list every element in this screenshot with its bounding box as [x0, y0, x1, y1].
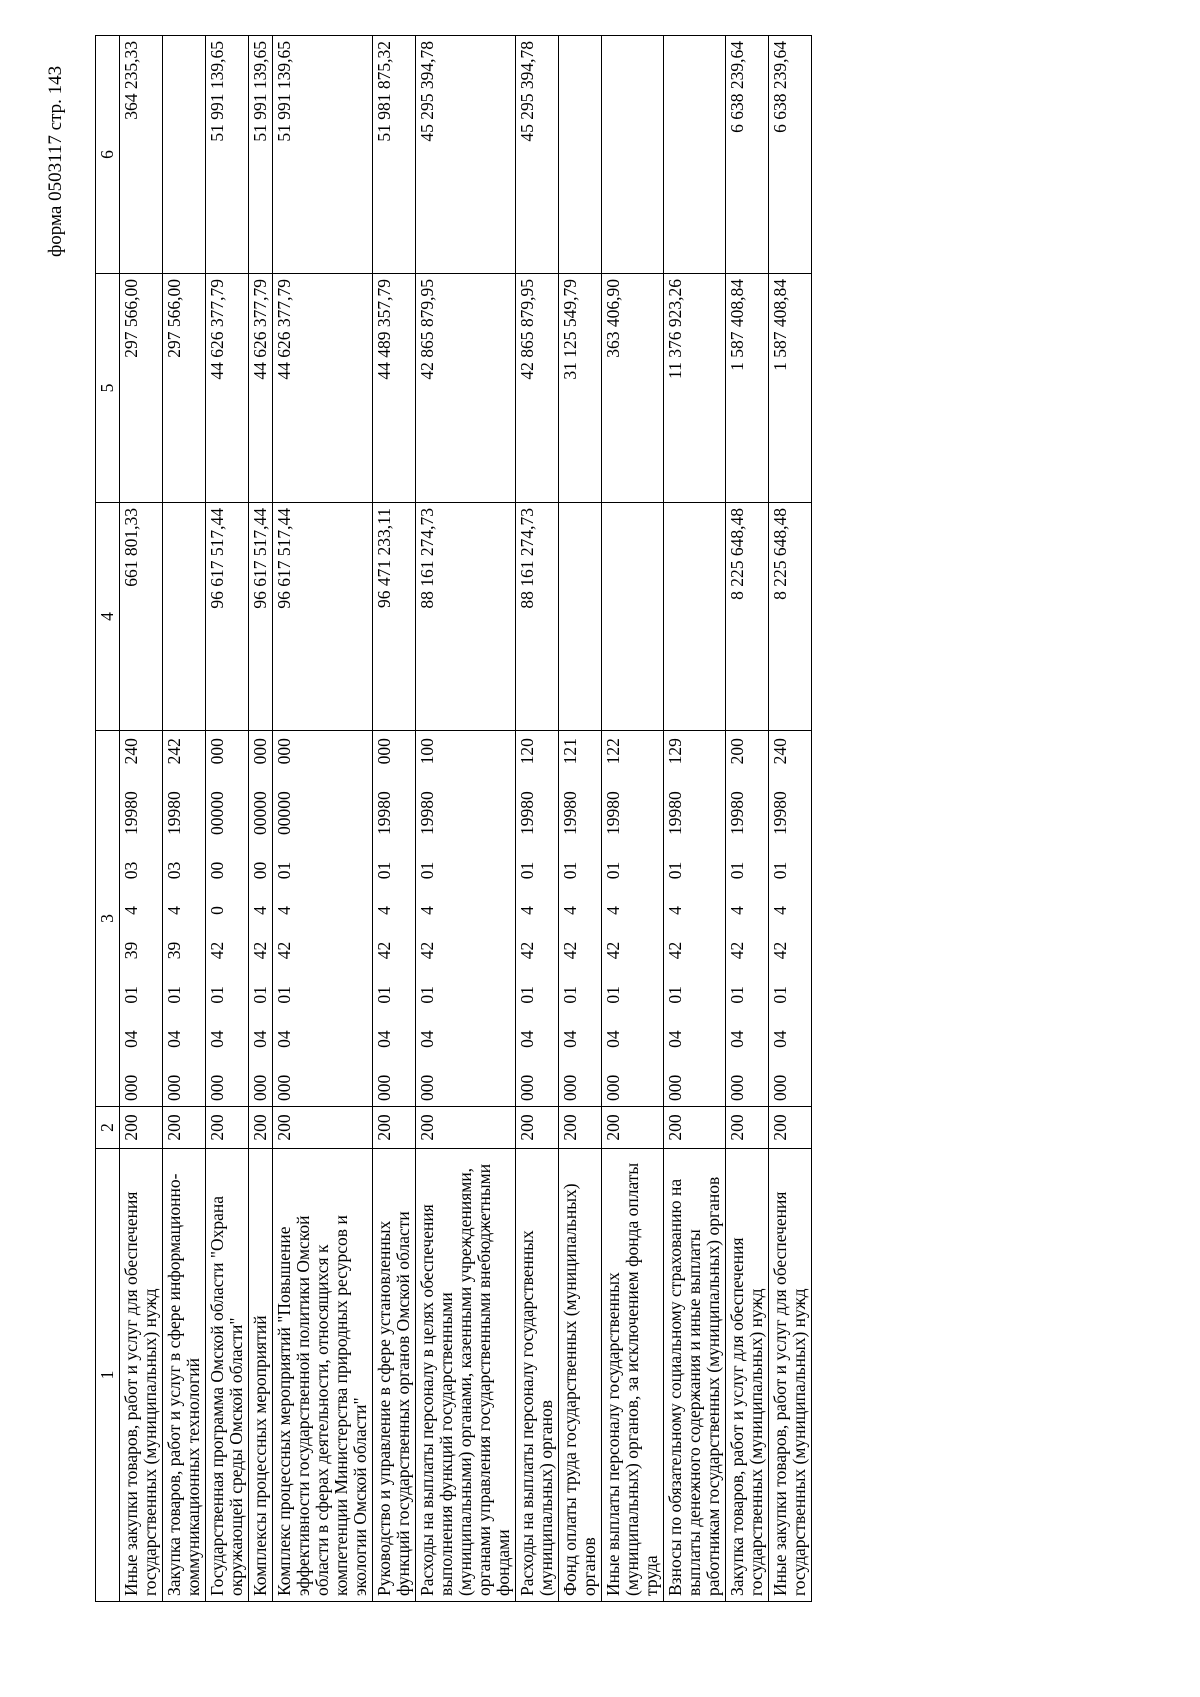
- kbk-code: [208, 736, 227, 1101]
- row-name-cell: Расходы на выплаты персоналу государственных (муниципальных) органов: [516, 1149, 559, 1602]
- kbk-code-part: 000: [727, 1074, 747, 1101]
- row-executed-cell: 44 626 377,79: [273, 274, 373, 503]
- row-unexecuted-cell: 364 235,33: [120, 36, 163, 274]
- table-row: [664, 36, 726, 1602]
- kbk-code-part: 000: [517, 1074, 537, 1101]
- kbk-code: [604, 736, 623, 1101]
- header-cell-3: 3: [96, 731, 120, 1107]
- row-executed-cell: 42 865 879,95: [516, 274, 559, 503]
- kbk-code-part: 000: [250, 738, 270, 765]
- kbk-code-part: 04: [665, 1030, 685, 1048]
- kbk-code-part: 01: [770, 861, 790, 880]
- row-approved-cell: 88 161 274,73: [516, 503, 559, 731]
- kbk-code-part: 04: [727, 1030, 747, 1048]
- kbk-code-part: 42: [417, 941, 437, 960]
- kbk-code-part: 04: [164, 1030, 184, 1048]
- row-kbk-cell: [602, 731, 664, 1107]
- kbk-code-part: 04: [560, 1030, 580, 1048]
- row-executed-cell: 297 566,00: [120, 274, 163, 503]
- kbk-code-part: 01: [417, 861, 437, 880]
- kbk-code-part: 120: [517, 738, 537, 765]
- kbk-code-part: 4: [665, 906, 685, 915]
- row-unexecuted-cell: 6 638 239,64: [726, 36, 769, 274]
- kbk-code-part: 4: [374, 906, 394, 915]
- row-kbk-cell: [249, 731, 273, 1107]
- header-cell-5: 5: [96, 274, 120, 503]
- kbk-code-part: 01: [207, 986, 227, 1004]
- kbk-code-part: 4: [164, 906, 184, 915]
- row-line-code-cell: 200: [516, 1107, 559, 1149]
- row-approved-cell: 8 225 648,48: [726, 503, 769, 731]
- kbk-code-part: 000: [164, 1074, 184, 1101]
- kbk-code-part: 39: [164, 941, 184, 960]
- row-executed-cell: 363 406,90: [602, 274, 664, 503]
- row-kbk-cell: [416, 731, 516, 1107]
- row-line-code-cell: 200: [120, 1107, 163, 1149]
- kbk-code: [375, 736, 394, 1101]
- row-line-code-cell: 200: [769, 1107, 812, 1149]
- kbk-code-part: 01: [417, 986, 437, 1004]
- kbk-code-part: 122: [603, 738, 623, 765]
- kbk-code-part: 01: [374, 861, 394, 880]
- header-cell-2: 2: [96, 1107, 120, 1149]
- kbk-code-part: 19980: [517, 791, 537, 835]
- row-executed-cell: 44 489 357,79: [373, 274, 416, 503]
- kbk-code-part: 4: [417, 906, 437, 915]
- kbk-code-part: 01: [274, 986, 294, 1004]
- row-unexecuted-cell: 51 991 139,65: [273, 36, 373, 274]
- row-kbk-cell: [516, 731, 559, 1107]
- row-line-code-cell: 200: [559, 1107, 602, 1149]
- row-executed-cell: 31 125 549,79: [559, 274, 602, 503]
- kbk-code: [728, 736, 747, 1101]
- kbk-code: [771, 736, 790, 1101]
- row-unexecuted-cell: 6 638 239,64: [769, 36, 812, 274]
- kbk-code-part: 01: [517, 861, 537, 880]
- kbk-code-part: 242: [164, 738, 184, 765]
- kbk-code-part: 19980: [727, 791, 747, 835]
- kbk-code: [122, 736, 141, 1101]
- kbk-code-part: 200: [727, 738, 747, 765]
- kbk-code-part: 04: [121, 1030, 141, 1048]
- row-line-code-cell: 200: [726, 1107, 769, 1149]
- row-line-code-cell: 200: [416, 1107, 516, 1149]
- kbk-code-part: 19980: [603, 791, 623, 835]
- table-row: [163, 36, 206, 1602]
- row-name-cell: Закупка товаров, работ и услуг для обеспечения государственных (муниципальных) нужд: [726, 1149, 769, 1602]
- row-line-code-cell: 200: [373, 1107, 416, 1149]
- kbk-code-part: 19980: [665, 791, 685, 835]
- row-name-cell: Комплекс процессных мероприятий "Повышение эффективности государственной политики Омской области в сферах деятельности, относящихся к компетенции Министерства природных ресурсов и экологии Омской области": [273, 1149, 373, 1602]
- kbk-code-part: 4: [727, 906, 747, 915]
- kbk-code-part: 04: [603, 1030, 623, 1048]
- row-name-cell: Иные выплаты персоналу государственных (муниципальных) органов, за исключением фонда оплаты труда: [602, 1149, 664, 1602]
- row-name-cell: Фонд оплаты труда государственных (муниципальных) органов: [559, 1149, 602, 1602]
- kbk-code-part: 19980: [121, 791, 141, 835]
- row-kbk-cell: [664, 731, 726, 1107]
- row-kbk-cell: [769, 731, 812, 1107]
- kbk-code-part: 240: [770, 738, 790, 765]
- row-approved-cell: [559, 503, 602, 731]
- kbk-code-part: 01: [121, 986, 141, 1004]
- row-name-cell: Расходы на выплаты персоналу в целях обеспечения выполнения функций государственными (муниципальными) органами, казенными учреждениями, органами управления государственными внебюджетными фондами: [416, 1149, 516, 1602]
- table-row: [769, 36, 812, 1602]
- row-approved-cell: [163, 503, 206, 731]
- kbk-code: [165, 736, 184, 1101]
- kbk-code-part: 00000: [250, 791, 270, 835]
- kbk-code-part: 000: [207, 738, 227, 765]
- kbk-code-part: 04: [374, 1030, 394, 1048]
- kbk-code-part: 240: [121, 738, 141, 765]
- row-line-code-cell: 200: [249, 1107, 273, 1149]
- row-kbk-cell: [373, 731, 416, 1107]
- row-line-code-cell: 200: [206, 1107, 249, 1149]
- kbk-code: [251, 736, 270, 1101]
- kbk-code-part: 42: [665, 941, 685, 960]
- kbk-code-part: 000: [603, 1074, 623, 1101]
- kbk-code-part: 04: [274, 1030, 294, 1048]
- row-approved-cell: 96 617 517,44: [273, 503, 373, 731]
- kbk-code-part: 42: [770, 941, 790, 960]
- row-unexecuted-cell: 45 295 394,78: [516, 36, 559, 274]
- row-executed-cell: 297 566,00: [163, 274, 206, 503]
- row-approved-cell: 96 617 517,44: [206, 503, 249, 731]
- kbk-code-part: 19980: [164, 791, 184, 835]
- expenditure-table: [95, 35, 812, 1602]
- kbk-code-part: 19980: [417, 791, 437, 835]
- kbk-code-part: 000: [417, 1074, 437, 1101]
- kbk-code-part: 4: [274, 906, 294, 915]
- row-approved-cell: 88 161 274,73: [416, 503, 516, 731]
- row-executed-cell: 1 587 408,84: [769, 274, 812, 503]
- kbk-code-part: 000: [250, 1074, 270, 1101]
- table-row: [602, 36, 664, 1602]
- row-executed-cell: 1 587 408,84: [726, 274, 769, 503]
- kbk-code-part: 19980: [560, 791, 580, 835]
- row-kbk-cell: [120, 731, 163, 1107]
- kbk-code-part: 01: [164, 986, 184, 1004]
- table-row: [120, 36, 163, 1602]
- kbk-code-part: 4: [560, 906, 580, 915]
- row-kbk-cell: [206, 731, 249, 1107]
- row-kbk-cell: [273, 731, 373, 1107]
- row-line-code-cell: 200: [273, 1107, 373, 1149]
- kbk-code: [418, 736, 437, 1101]
- kbk-code-part: 000: [121, 1074, 141, 1101]
- table-row: [516, 36, 559, 1602]
- kbk-code-part: 01: [770, 986, 790, 1004]
- kbk-code-part: 4: [250, 906, 270, 915]
- header-cell-6: 6: [96, 36, 120, 274]
- kbk-code-part: 42: [727, 941, 747, 960]
- row-approved-cell: 96 617 517,44: [249, 503, 273, 731]
- row-unexecuted-cell: 51 991 139,65: [206, 36, 249, 274]
- row-kbk-cell: [726, 731, 769, 1107]
- kbk-code-part: 04: [517, 1030, 537, 1048]
- kbk-code-part: 00000: [274, 791, 294, 835]
- kbk-code-part: 19980: [770, 791, 790, 835]
- kbk-code-part: 42: [560, 941, 580, 960]
- row-approved-cell: 661 801,33: [120, 503, 163, 731]
- row-line-code-cell: 200: [163, 1107, 206, 1149]
- row-unexecuted-cell: [163, 36, 206, 274]
- kbk-code-part: 000: [374, 1074, 394, 1101]
- table-row: [273, 36, 373, 1602]
- table-row: [559, 36, 602, 1602]
- row-line-code-cell: 200: [602, 1107, 664, 1149]
- row-kbk-cell: [559, 731, 602, 1107]
- header-cell-4: 4: [96, 503, 120, 731]
- kbk-code-part: 00000: [207, 791, 227, 835]
- kbk-code-part: 04: [770, 1030, 790, 1048]
- kbk-code-part: 01: [603, 986, 623, 1004]
- row-approved-cell: 8 225 648,48: [769, 503, 812, 731]
- kbk-code-part: 39: [121, 941, 141, 960]
- row-executed-cell: 11 376 923,26: [664, 274, 726, 503]
- row-approved-cell: [664, 503, 726, 731]
- kbk-code-part: 42: [374, 941, 394, 960]
- table-body: [120, 36, 812, 1602]
- kbk-code-part: 04: [207, 1030, 227, 1048]
- kbk-code-part: 121: [560, 738, 580, 765]
- row-unexecuted-cell: 51 991 139,65: [249, 36, 273, 274]
- table-row: [249, 36, 273, 1602]
- table-row: [206, 36, 249, 1602]
- row-name-cell: Руководство и управление в сфере установленных функций государственных органов Омской области: [373, 1149, 416, 1602]
- table-row: [726, 36, 769, 1602]
- kbk-code-part: 03: [164, 861, 184, 880]
- row-executed-cell: 44 626 377,79: [249, 274, 273, 503]
- table-row: [373, 36, 416, 1602]
- kbk-code-part: 01: [603, 861, 623, 880]
- kbk-code: [275, 736, 294, 1101]
- row-name-cell: Иные закупки товаров, работ и услуг для обеспечения государственных (муниципальных) нужд: [120, 1149, 163, 1602]
- kbk-code-part: 01: [560, 861, 580, 880]
- kbk-code-part: 03: [121, 861, 141, 880]
- kbk-code-part: 100: [417, 738, 437, 765]
- kbk-code-part: 4: [603, 906, 623, 915]
- kbk-code: [561, 736, 580, 1101]
- kbk-code-part: 42: [250, 941, 270, 960]
- kbk-code-part: 42: [603, 941, 623, 960]
- kbk-code: [518, 736, 537, 1101]
- kbk-code-part: 01: [665, 861, 685, 880]
- kbk-code-part: 01: [250, 986, 270, 1004]
- row-name-cell: Закупка товаров, работ и услуг в сфере информационно-коммуникационных технологий: [163, 1149, 206, 1602]
- row-unexecuted-cell: [664, 36, 726, 274]
- row-unexecuted-cell: 45 295 394,78: [416, 36, 516, 274]
- table-row: [416, 36, 516, 1602]
- header-cell-1: 1: [96, 1149, 120, 1602]
- row-name-cell: Комплексы процессных мероприятий: [249, 1149, 273, 1602]
- row-name-cell: Государственная программа Омской области "Охрана окружающей среды Омской области": [206, 1149, 249, 1602]
- row-kbk-cell: [163, 731, 206, 1107]
- kbk-code-part: 000: [274, 1074, 294, 1101]
- kbk-code-part: 01: [374, 986, 394, 1004]
- row-line-code-cell: 200: [664, 1107, 726, 1149]
- row-unexecuted-cell: [559, 36, 602, 274]
- kbk-code-part: 4: [121, 906, 141, 915]
- kbk-code-part: 000: [374, 738, 394, 765]
- kbk-code-part: 42: [517, 941, 537, 960]
- kbk-code-part: 01: [727, 861, 747, 880]
- kbk-code-part: 04: [250, 1030, 270, 1048]
- kbk-code-part: 000: [560, 1074, 580, 1101]
- kbk-code: [666, 736, 685, 1101]
- kbk-code-part: 0: [207, 906, 227, 915]
- row-name-cell: Иные закупки товаров, работ и услуг для обеспечения государственных (муниципальных) нужд: [769, 1149, 812, 1602]
- kbk-code-part: 42: [274, 941, 294, 960]
- row-executed-cell: 44 626 377,79: [206, 274, 249, 503]
- kbk-code-part: 00: [250, 861, 270, 880]
- row-unexecuted-cell: 51 981 875,32: [373, 36, 416, 274]
- form-label: форма 0503117 стр. 143: [45, 65, 66, 257]
- kbk-code-part: 01: [665, 986, 685, 1004]
- kbk-code-part: 01: [727, 986, 747, 1004]
- kbk-code-part: 129: [665, 738, 685, 765]
- row-approved-cell: 96 471 233,11: [373, 503, 416, 731]
- kbk-code-part: 01: [517, 986, 537, 1004]
- row-name-cell: Взносы по обязательному социальному страхованию на выплаты денежного содержания и иные выплаты работникам государственных (муниципальных) органов: [664, 1149, 726, 1602]
- kbk-code-part: 42: [207, 941, 227, 960]
- kbk-code-part: 01: [274, 861, 294, 880]
- kbk-code-part: 19980: [374, 791, 394, 835]
- kbk-code-part: 000: [207, 1074, 227, 1101]
- header-row: [96, 36, 120, 1602]
- row-executed-cell: 42 865 879,95: [416, 274, 516, 503]
- kbk-code-part: 01: [560, 986, 580, 1004]
- kbk-code-part: 4: [517, 906, 537, 915]
- row-unexecuted-cell: [602, 36, 664, 274]
- kbk-code-part: 04: [417, 1030, 437, 1048]
- kbk-code-part: 000: [770, 1074, 790, 1101]
- kbk-code-part: 000: [274, 738, 294, 765]
- kbk-code-part: 000: [665, 1074, 685, 1101]
- row-approved-cell: [602, 503, 664, 731]
- kbk-code-part: 4: [770, 906, 790, 915]
- kbk-code-part: 00: [207, 861, 227, 880]
